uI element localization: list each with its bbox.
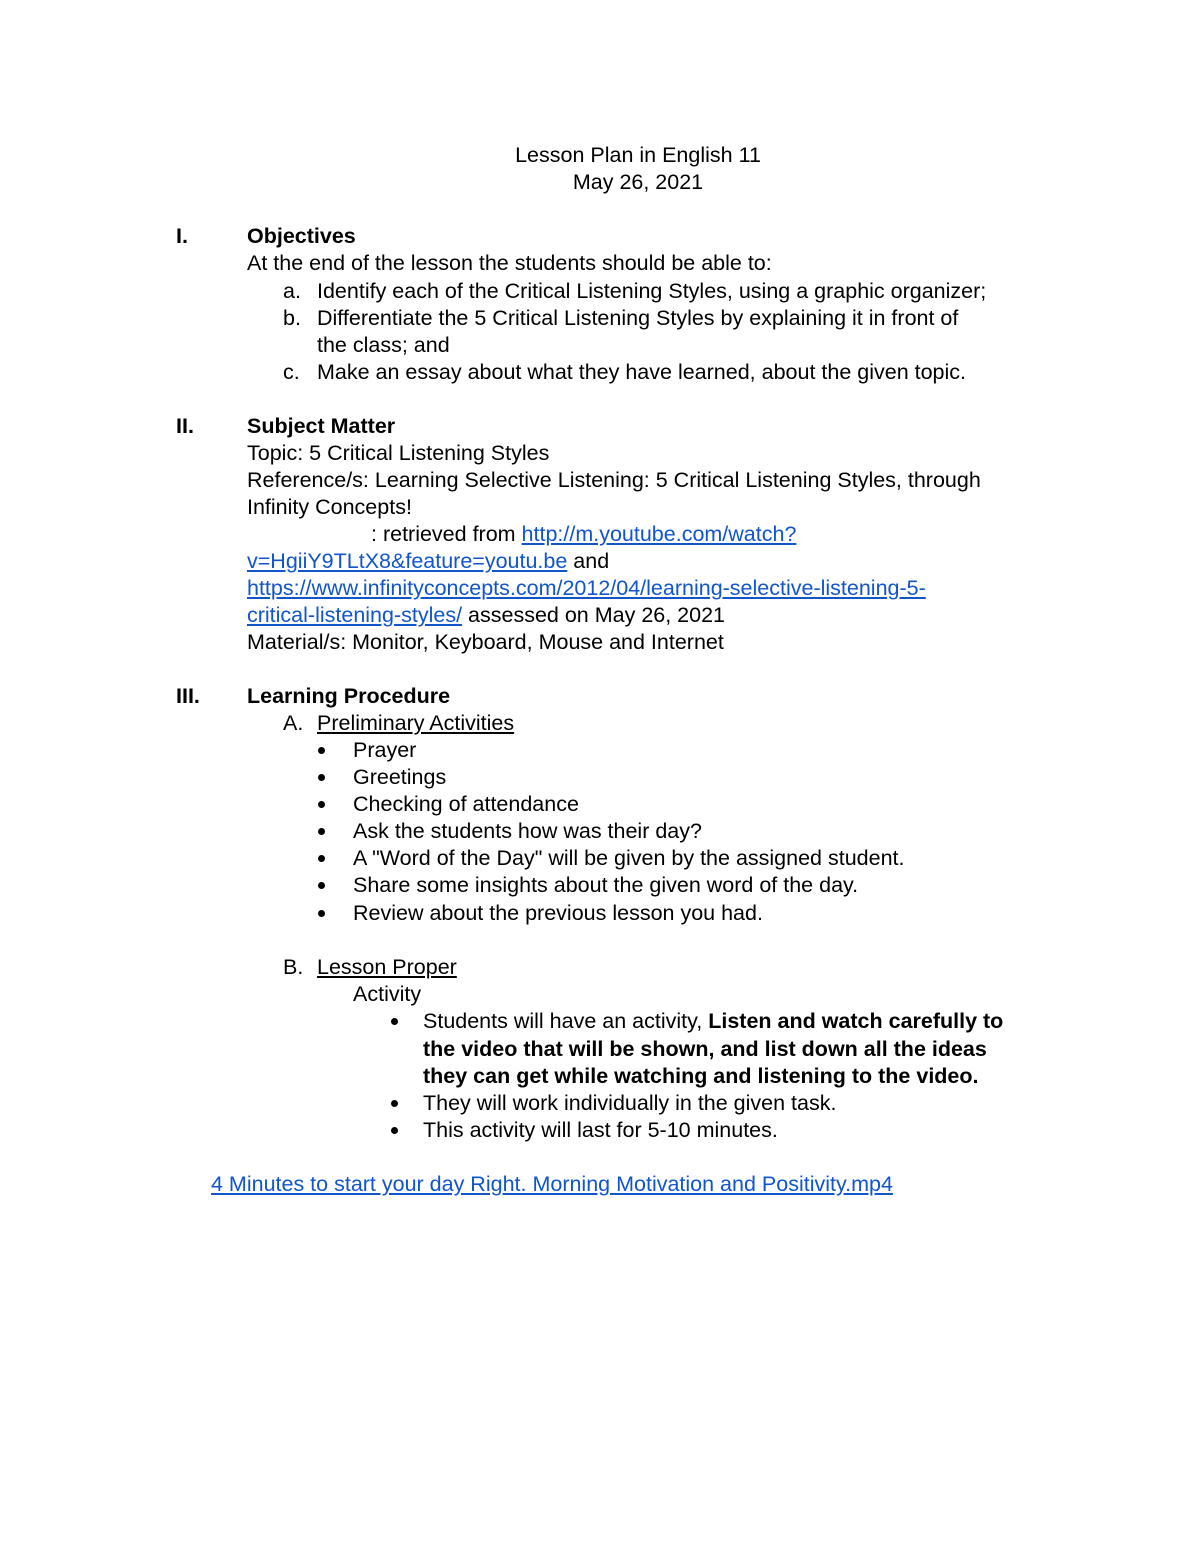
infinity-link-line2 — [247, 602, 725, 629]
activity-bullet-3: This activity will last for 5-10 minutes. — [423, 1118, 778, 1142]
retrieved-prefix: : retrieved from — [371, 522, 522, 546]
prelim-bullet-6: Share some insights about the given word of the day. — [353, 873, 859, 897]
infinity-link-part1[interactable]: https://www.infinityconcepts.com/2012/04/learning-selective-listening-5- — [247, 576, 926, 600]
section-3-numeral: III. — [176, 684, 200, 708]
activity-bold-3: they can get while watching and listening to the video. — [423, 1064, 979, 1088]
bullet-icon — [318, 801, 325, 808]
video-link-line — [211, 1171, 893, 1198]
section-2-heading: Subject Matter — [247, 414, 396, 438]
activity-lead: Students will have an activity, — [423, 1009, 709, 1033]
and-text: and — [567, 549, 610, 573]
section-1-numeral: I. — [176, 224, 188, 248]
section-2-numeral: II. — [176, 414, 194, 438]
objective-item-c: Make an essay about what they have learned, about the given topic. — [317, 360, 967, 384]
bullet-icon — [318, 828, 325, 835]
activity-subtitle: Activity — [353, 982, 422, 1006]
prelim-bullet-3: Checking of attendance — [353, 792, 579, 816]
video-link[interactable]: 4 Minutes to start your day Right. Morning Motivation and Positivity.mp4 — [211, 1172, 893, 1196]
bullet-icon — [318, 882, 325, 889]
objective-item-a: Identify each of the Critical Listening Styles, using a graphic organizer; — [317, 279, 987, 303]
prelim-bullet-5: A "Word of the Day" will be given by the assigned student. — [353, 846, 905, 870]
objective-marker-b: b. — [283, 306, 301, 330]
bullet-icon — [318, 855, 325, 862]
bullet-icon — [391, 1018, 398, 1025]
materials-line: Material/s: Monitor, Keyboard, Mouse and Internet — [247, 630, 724, 654]
infinity-link-part2[interactable]: critical-listening-styles/ — [247, 603, 463, 627]
part-a-marker: A. — [283, 711, 304, 735]
objective-item-b-line1: Differentiate the 5 Critical Listening Styles by explaining it in front of — [317, 306, 959, 330]
retrieved-line — [371, 521, 796, 548]
part-b-title: Lesson Proper — [317, 955, 457, 979]
activity-bullet-2: They will work individually in the given task. — [423, 1091, 837, 1115]
activity-bullet-1-line1 — [423, 1008, 1003, 1035]
prelim-bullet-2: Greetings — [353, 765, 447, 789]
objective-marker-a: a. — [283, 279, 301, 303]
part-a-title: Preliminary Activities — [317, 711, 515, 735]
bullet-icon — [391, 1100, 398, 1107]
document-date: May 26, 2021 — [572, 170, 704, 194]
subject-topic: Topic: 5 Critical Listening Styles — [247, 441, 550, 465]
bullet-icon — [391, 1127, 398, 1134]
youtube-link-part2[interactable]: v=HgiiY9TLtX8&feature=youtu.be — [247, 549, 568, 573]
objectives-intro: At the end of the lesson the students should be able to: — [247, 251, 772, 275]
activity-bold-1: Listen and watch carefully to — [708, 1009, 1004, 1033]
youtube-link-line2 — [247, 548, 609, 575]
section-1-heading: Objectives — [247, 224, 356, 248]
objective-marker-c: c. — [283, 360, 300, 384]
section-3-heading: Learning Procedure — [247, 684, 451, 708]
infinity-link-line1 — [247, 575, 926, 602]
reference-line-1: Reference/s: Learning Selective Listening: 5 Critical Listening Styles, through — [247, 468, 981, 492]
youtube-link-part1[interactable]: http://m.youtube.com/watch? — [521, 522, 797, 546]
assessed-text: assessed on May 26, 2021 — [462, 603, 726, 627]
bullet-icon — [318, 910, 325, 917]
bullet-icon — [318, 774, 325, 781]
bullet-icon — [318, 747, 325, 754]
objective-item-b-line2: the class; and — [317, 333, 450, 357]
prelim-bullet-4: Ask the students how was their day? — [353, 819, 702, 843]
reference-line-2: Infinity Concepts! — [247, 495, 412, 519]
activity-bold-2: the video that will be shown, and list down all the ideas — [423, 1037, 987, 1061]
prelim-bullet-7: Review about the previous lesson you had. — [353, 901, 763, 925]
part-b-marker: B. — [283, 955, 304, 979]
prelim-bullet-1: Prayer — [353, 738, 417, 762]
document-title: Lesson Plan in English 11 — [515, 143, 761, 167]
